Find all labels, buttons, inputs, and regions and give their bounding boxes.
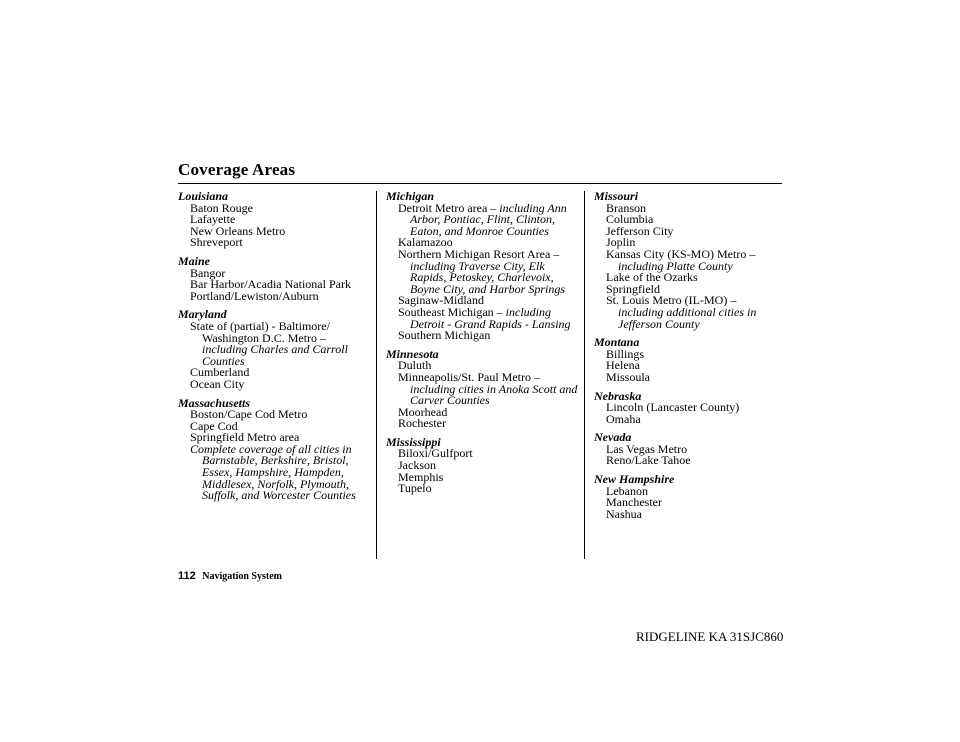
coverage-column-3 xyxy=(594,191,784,527)
state-heading: Massachusetts xyxy=(178,395,251,410)
coverage-column-2 xyxy=(386,191,578,502)
coverage-area-name: Jackson xyxy=(398,458,436,473)
coverage-area-name: Kalamazoo xyxy=(398,235,453,250)
coverage-area-name: Southern Michigan xyxy=(398,328,491,343)
coverage-area-name: Las Vegas Metro xyxy=(606,441,688,456)
coverage-area-name: Jefferson City xyxy=(606,223,674,238)
document-code: RIDGELINE KA 31SJC860 xyxy=(636,629,784,644)
coverage-area-item xyxy=(190,441,368,503)
coverage-area-name: Joplin xyxy=(606,235,636,250)
coverage-area-item xyxy=(190,318,368,368)
coverage-area-name: Southeast Michigan xyxy=(398,304,494,319)
state-section xyxy=(178,191,368,249)
coverage-column-1 xyxy=(178,191,368,509)
coverage-area-name: Bar Harbor/Acadia National Park xyxy=(190,277,351,292)
coverage-area-note: – including Charles and Carroll Counties xyxy=(202,330,348,368)
coverage-area-item xyxy=(606,455,784,467)
state-section xyxy=(594,191,784,330)
state-section xyxy=(594,388,784,426)
coverage-area-note: including cities in Anoka Scott and Carver Counties xyxy=(410,381,578,408)
coverage-area-name: Manchester xyxy=(606,495,662,510)
coverage-area-name: Billings xyxy=(606,346,645,361)
coverage-area-item xyxy=(398,418,578,430)
state-heading: Maryland xyxy=(178,307,227,322)
coverage-area-name: Rochester xyxy=(398,416,446,431)
state-heading: Montana xyxy=(594,335,640,350)
coverage-area-item xyxy=(190,237,368,249)
coverage-area-item xyxy=(398,369,578,408)
coverage-area-item xyxy=(606,506,784,521)
coverage-area-name: Saginaw-Midland xyxy=(398,293,484,308)
coverage-area-item xyxy=(606,411,784,426)
coverage-area-name: Bangor xyxy=(190,265,226,280)
coverage-area-name: Lincoln (Lancaster County) xyxy=(606,400,740,415)
state-heading: Maine xyxy=(178,253,211,268)
coverage-area-name: Tupelo xyxy=(398,481,432,496)
coverage-area-note: Complete coverage of all cities in Barnstable, Berkshire, Bristol, Essex, Hampshire, Hampden, Middlesex, Norfolk, Plymouth, Suffolk, and Worcester Counties xyxy=(190,441,356,503)
coverage-area-name: Baton Rouge xyxy=(190,200,253,215)
state-section xyxy=(594,337,784,383)
state-heading: Minnesota xyxy=(386,346,439,361)
coverage-area-note: – including Ann Arbor, Pontiac, Flint, Clinton, Eaton, and Monroe Counties xyxy=(410,200,567,238)
coverage-area-name: Biloxi/Gulfport xyxy=(398,446,473,461)
coverage-area-name: Moorhead xyxy=(398,404,448,419)
state-section xyxy=(178,253,368,303)
coverage-area-note: including Traverse City, Elk Rapids, Petoskey, Charlevoix, Boyne City, and Harbor Springs xyxy=(410,258,565,296)
coverage-area-name: Springfield Metro area xyxy=(190,430,300,445)
coverage-area-name: Shreveport xyxy=(190,235,243,250)
coverage-area-name: Lebanon xyxy=(606,483,648,498)
state-heading: Nevada xyxy=(594,430,632,445)
coverage-area-name: Cape Cod xyxy=(190,418,238,433)
coverage-area-name: Branson xyxy=(606,200,646,215)
coverage-area-item xyxy=(398,246,578,296)
state-section xyxy=(386,346,578,431)
coverage-area-name: Springfield xyxy=(606,281,660,296)
coverage-area-item xyxy=(398,330,578,342)
coverage-area-name: Reno/Lake Tahoe xyxy=(606,453,691,468)
coverage-area-item xyxy=(606,246,784,273)
page-number: 112 xyxy=(178,570,196,582)
state-section xyxy=(178,309,368,390)
coverage-area-name: Helena xyxy=(606,358,640,373)
coverage-area-name: Duluth xyxy=(398,358,432,373)
coverage-area-note: – including Detroit - Grand Rapids - Lansing xyxy=(410,304,571,331)
state-heading: Louisiana xyxy=(178,189,229,203)
coverage-area-name: Minneapolis/St. Paul Metro – xyxy=(398,369,540,384)
state-heading: Nebraska xyxy=(594,388,642,403)
coverage-area-name: Nashua xyxy=(606,506,642,521)
coverage-area-name: Columbia xyxy=(606,212,654,227)
state-section xyxy=(594,474,784,520)
coverage-area-name: St. Louis Metro (IL-MO) xyxy=(606,293,728,308)
coverage-area-item xyxy=(190,288,368,303)
state-heading: Mississippi xyxy=(386,434,441,449)
coverage-area-name: Portland/Lewiston/Auburn xyxy=(190,288,319,303)
page-footer xyxy=(178,570,282,582)
coverage-area-name: Northern Michigan Resort Area – xyxy=(398,246,560,261)
coverage-area-name: State of (partial) - Baltimore/ Washington D.C. Metro xyxy=(190,318,330,345)
state-section xyxy=(386,434,578,496)
page-title: Coverage Areas xyxy=(178,160,296,179)
coverage-area-note: – including additional cities in Jefferson County xyxy=(618,293,757,331)
coverage-area-name: Kansas City (KS-MO) Metro – xyxy=(606,246,756,261)
state-section xyxy=(386,191,578,342)
coverage-area-item xyxy=(398,200,578,238)
coverage-area-name: Lafayette xyxy=(190,212,236,227)
coverage-area-name: Ocean City xyxy=(190,376,245,391)
coverage-area-name: New Orleans Metro xyxy=(190,223,286,238)
coverage-area-name: Lake of the Ozarks xyxy=(606,270,698,285)
title-rule xyxy=(178,183,782,184)
state-heading: Michigan xyxy=(386,189,435,203)
coverage-area-name: Memphis xyxy=(398,469,444,484)
column-divider xyxy=(376,191,377,559)
state-heading: Missouri xyxy=(594,189,639,203)
state-heading: New Hampshire xyxy=(594,472,675,487)
coverage-area-item xyxy=(606,369,784,384)
coverage-area-item xyxy=(606,295,784,330)
coverage-area-name: Omaha xyxy=(606,411,641,426)
state-section xyxy=(178,395,368,503)
footer-section: Navigation System xyxy=(202,571,282,582)
state-section xyxy=(594,432,784,467)
coverage-area-name: Cumberland xyxy=(190,365,250,380)
coverage-area-name: Boston/Cape Cod Metro xyxy=(190,407,308,422)
coverage-area-item xyxy=(398,304,578,331)
coverage-area-name: Detroit Metro area xyxy=(398,200,488,215)
coverage-area-item xyxy=(398,483,578,495)
coverage-area-note: including Platte County xyxy=(618,258,733,273)
coverage-area-name: Missoula xyxy=(606,369,651,384)
coverage-area-item xyxy=(190,376,368,391)
column-divider xyxy=(584,191,585,559)
